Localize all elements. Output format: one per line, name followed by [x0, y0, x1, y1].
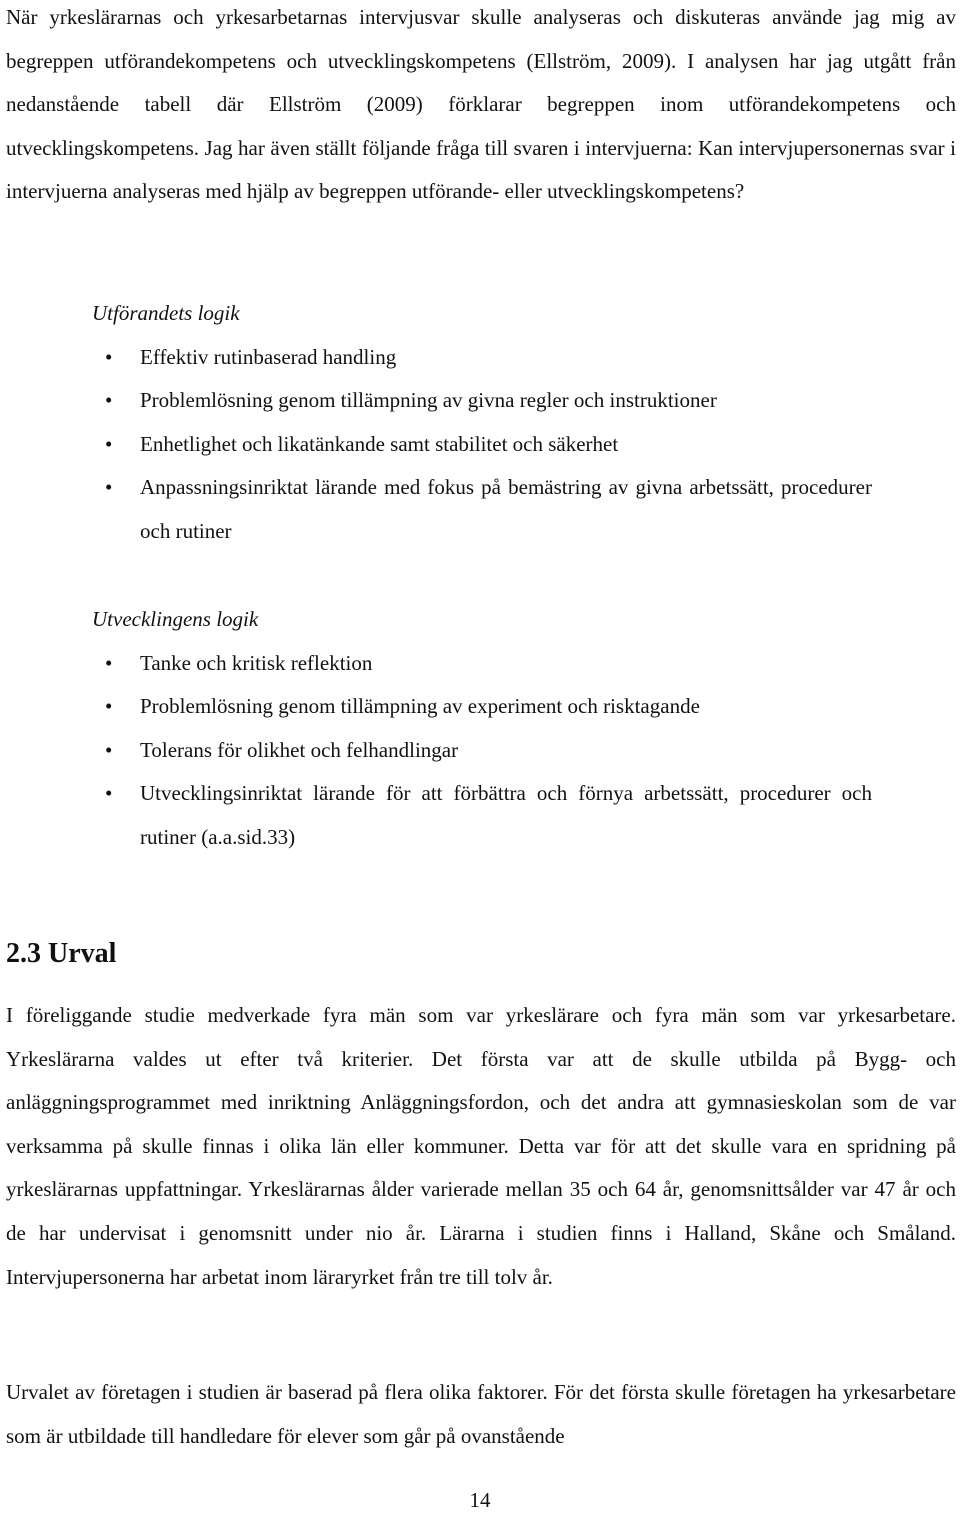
bullet-icon: • — [105, 475, 113, 500]
list-item — [92, 772, 872, 859]
utforandets-logik-title: Utförandets logik — [92, 301, 240, 325]
list-item — [92, 729, 872, 773]
section-heading: 2.3 Urval — [6, 938, 117, 969]
bullet-icon: • — [105, 431, 113, 456]
list-item-text: Problemlösning genom tillämpning av experiment och risktagande — [140, 694, 700, 719]
utvecklingens-logik-block — [92, 598, 872, 860]
list-item — [92, 466, 872, 553]
list-item — [92, 379, 872, 423]
list-item — [92, 336, 872, 380]
list-item-text: Anpassningsinriktat lärande med fokus på bemästring av givna arbetssätt, procedurer och rutiner — [140, 475, 872, 543]
bullet-icon: • — [105, 650, 113, 675]
list-item-text: Effektiv rutinbaserad handling — [140, 344, 397, 369]
urval-paragraph-2: Urvalet av företagen i studien är baserad på flera olika faktorer. För det första skulle företagen ha yrkesarbetare som är utbildade till handledare för elever som går på ovanstående — [6, 1380, 956, 1448]
list-item-text: Utvecklingsinriktat lärande för att förbättra och förnya arbetssätt, procedurer och rutiner (a.a.sid.33) — [140, 781, 872, 849]
utvecklingens-logik-title: Utvecklingens logik — [92, 607, 259, 631]
bullet-icon: • — [105, 344, 113, 369]
list-item — [92, 423, 872, 467]
utforandets-logik-block — [92, 292, 872, 554]
intro-paragraph: När yrkeslärarnas och yrkesarbetarnas intervjusvar skulle analyseras och diskuteras använde jag mig av begreppen utförandekompetens och utvecklingskompetens (Ellström, 2009). I analysen har jag utgått från nedanstående tabell där Ellström (2009) förklarar begreppen inom utförandekompetens och utvecklingskompetens. Jag har även ställt följande fråga till svaren i intervjuerna: Kan intervjupersonernas svar i intervjuerna analyseras med hjälp av begreppen utförande- eller utvecklingskompetens? — [6, 5, 956, 204]
urval-paragraph-1: I föreliggande studie medverkade fyra män som var yrkeslärare och fyra män som var yrkesarbetare. Yrkeslärarna valdes ut efter två kriterier. Det första var att de skulle utbilda på Bygg- och anläggningsprogrammet med inriktning Anläggningsfordon, och det andra att gymnasieskolan som de var verksamma på skulle finnas i olika län eller kommuner. Detta var för att det skulle vara en spridning på yrkeslärarnas uppfattningar. Yrkeslärarnas ålder varierade mellan 35 och 64 år, genomsnittsålder var 47 år och de har undervisat i genomsnitt under nio år. Lärarna i studien finns i Halland, Skåne och Småland. Intervjupersonerna har arbetat inom läraryrket från tre till tolv år. — [6, 1003, 956, 1289]
utforandets-logik-list — [92, 336, 872, 554]
bullet-icon: • — [105, 781, 113, 806]
bullet-icon: • — [105, 388, 113, 413]
list-item-text: Problemlösning genom tillämpning av givna regler och instruktioner — [140, 388, 717, 413]
page-number: 14 — [469, 1488, 491, 1512]
bullet-icon: • — [105, 737, 113, 762]
list-item-text: Enhetlighet och likatänkande samt stabilitet och säkerhet — [140, 431, 619, 456]
bullet-icon: • — [105, 694, 113, 719]
list-item-text: Tanke och kritisk reflektion — [140, 650, 373, 675]
list-item-text: Tolerans för olikhet och felhandlingar — [140, 737, 459, 762]
list-item — [92, 642, 872, 686]
utvecklingens-logik-list — [92, 642, 872, 860]
list-item — [92, 685, 872, 729]
